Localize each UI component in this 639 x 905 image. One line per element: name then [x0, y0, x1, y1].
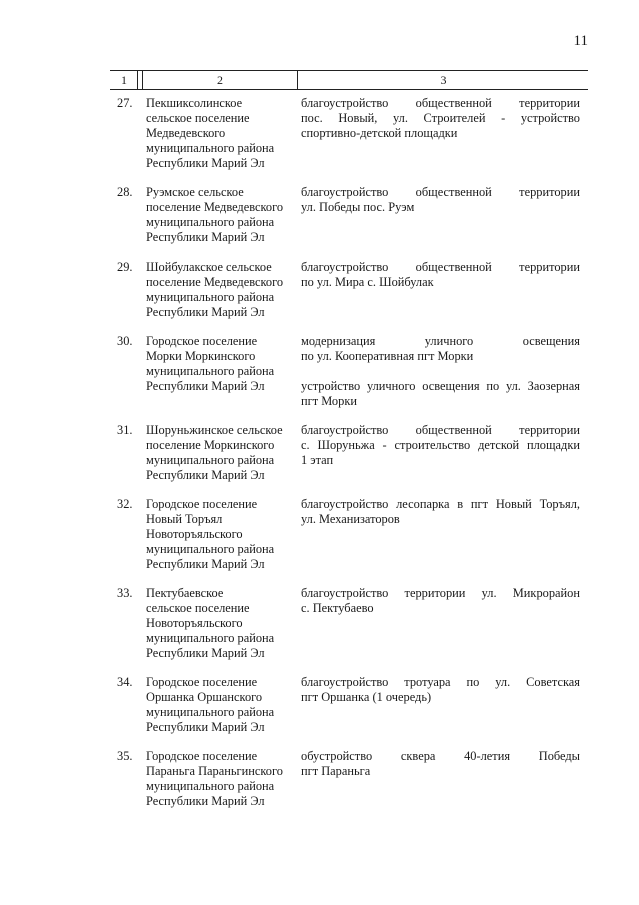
settlement-name: [146, 497, 296, 572]
settlement-name-line: муниципального района: [146, 630, 275, 645]
project-description: [301, 185, 580, 215]
row-number: 35.: [117, 749, 133, 763]
settlement-name-line: Шоруньжинское сельское: [146, 423, 283, 437]
settlement-name-line: сельское поселение: [146, 600, 250, 615]
settlement-name-line: Параньга Параньгинского: [146, 763, 283, 778]
settlement-name-line: Новоторъяльского: [146, 615, 243, 630]
settlement-name: [146, 185, 296, 245]
project-description-line: с. Шоруньжа - строительство детской площадки: [301, 437, 580, 452]
settlement-name: [146, 675, 296, 735]
settlement-name-line: Городское поселение: [146, 334, 258, 348]
row-number: 34.: [117, 675, 133, 689]
header-col-3: 3: [297, 71, 589, 89]
settlement-name-line: Республики Марий Эл: [146, 304, 265, 319]
settlement-name-line: Республики Марий Эл: [146, 229, 265, 244]
settlement-name-line: Медведевского: [146, 125, 226, 140]
row-number: 30.: [117, 334, 133, 348]
settlement-name-line: Республики Марий Эл: [146, 467, 265, 482]
settlement-name-line: Шойбулакское сельское: [146, 260, 272, 274]
page-number: 11: [573, 33, 588, 49]
project-description-line: по ул. Мира с. Шойбулак: [301, 274, 434, 289]
table-header-row: [110, 70, 588, 90]
row-number: 31.: [117, 423, 133, 437]
settlement-name-line: сельское поселение: [146, 110, 250, 125]
project-description-line: ул. Механизаторов: [301, 511, 400, 526]
settlement-name-line: Республики Марий Эл: [146, 556, 265, 571]
settlement-name: [146, 334, 296, 394]
settlement-name-line: муниципального района: [146, 778, 275, 793]
project-description-line: благоустройство лесопарка в пгт Новый Торъял,: [301, 497, 580, 511]
settlement-name-line: Морки Моркинского: [146, 348, 256, 363]
project-description: [301, 260, 580, 290]
header-col-2: 2: [142, 71, 297, 89]
settlement-name-line: Новый Торъял: [146, 511, 223, 526]
settlement-name-line: Новоторъяльского: [146, 526, 243, 541]
settlement-name-line: Республики Марий Эл: [146, 155, 265, 170]
project-description: [301, 586, 580, 616]
project-description-line: 1 этап: [301, 452, 334, 467]
project-description-line: пос. Новый, ул. Строителей - устройство: [301, 110, 580, 125]
paragraph-gap: [301, 364, 580, 379]
settlement-name: [146, 423, 296, 483]
settlement-name-line: Городское поселение: [146, 497, 258, 511]
settlement-name-line: муниципального района: [146, 214, 275, 229]
project-description-line: благоустройство общественной территории: [301, 96, 580, 110]
settlement-name-line: поселение Медведевского: [146, 274, 284, 289]
project-description: [301, 497, 580, 527]
project-description-line: с. Пектубаево: [301, 600, 374, 615]
project-description-line: пгт Параньга: [301, 763, 371, 778]
settlement-name-line: муниципального района: [146, 140, 275, 155]
settlement-name-line: Республики Марий Эл: [146, 378, 265, 393]
project-description-line: пгт Морки: [301, 393, 357, 408]
settlement-name-line: Руэмское сельское: [146, 185, 244, 199]
project-description: [301, 675, 580, 705]
project-description-line: благоустройство тротуара по ул. Советская: [301, 675, 580, 689]
project-description-line: пгт Оршанка (1 очередь): [301, 689, 432, 704]
settlement-name-line: муниципального района: [146, 541, 275, 556]
project-description-line: модернизация уличного освещения: [301, 334, 580, 348]
settlement-name-line: муниципального района: [146, 704, 275, 719]
row-number: 33.: [117, 586, 133, 600]
settlement-name-line: Республики Марий Эл: [146, 645, 265, 660]
row-number: 27.: [117, 96, 133, 110]
project-description-line: благоустройство общественной территории: [301, 260, 580, 274]
settlement-name-line: Городское поселение: [146, 675, 258, 689]
settlement-name: [146, 586, 296, 661]
settlement-name-line: поселение Медведевского: [146, 199, 284, 214]
row-number: 29.: [117, 260, 133, 274]
row-number: 28.: [117, 185, 133, 199]
project-description: [301, 334, 580, 409]
project-description-line: устройство уличного освещения по ул. Заозерная: [301, 378, 580, 393]
settlement-name-line: Пектубаевское: [146, 586, 224, 600]
settlement-name-line: поселение Моркинского: [146, 437, 275, 452]
settlement-name-line: Городское поселение: [146, 749, 258, 763]
settlement-name-line: Республики Марий Эл: [146, 719, 265, 734]
header-col-1: 1: [110, 71, 138, 89]
project-description: [301, 96, 580, 141]
settlement-name-line: муниципального района: [146, 289, 275, 304]
project-description: [301, 749, 580, 779]
settlement-name-line: муниципального района: [146, 363, 275, 378]
project-description-line: ул. Победы пос. Руэм: [301, 199, 415, 214]
settlement-name: [146, 96, 296, 171]
settlement-name-line: муниципального района: [146, 452, 275, 467]
settlement-name: [146, 260, 296, 320]
project-description-line: обустройство сквера 40-летия Победы: [301, 749, 580, 763]
project-description-line: благоустройство общественной территории: [301, 423, 580, 437]
settlement-name-line: Пекшиксолинское: [146, 96, 243, 110]
project-description: [301, 423, 580, 468]
settlement-name-line: Республики Марий Эл: [146, 793, 265, 808]
project-description-line: благоустройство территории ул. Микрорайон: [301, 586, 580, 600]
project-description-line: по ул. Кооперативная пгт Морки: [301, 348, 474, 363]
row-number: 32.: [117, 497, 133, 511]
project-description-line: благоустройство общественной территории: [301, 185, 580, 199]
project-description-line: спортивно-детской площадки: [301, 125, 458, 140]
settlement-name-line: Оршанка Оршанского: [146, 689, 263, 704]
settlement-name: [146, 749, 296, 809]
